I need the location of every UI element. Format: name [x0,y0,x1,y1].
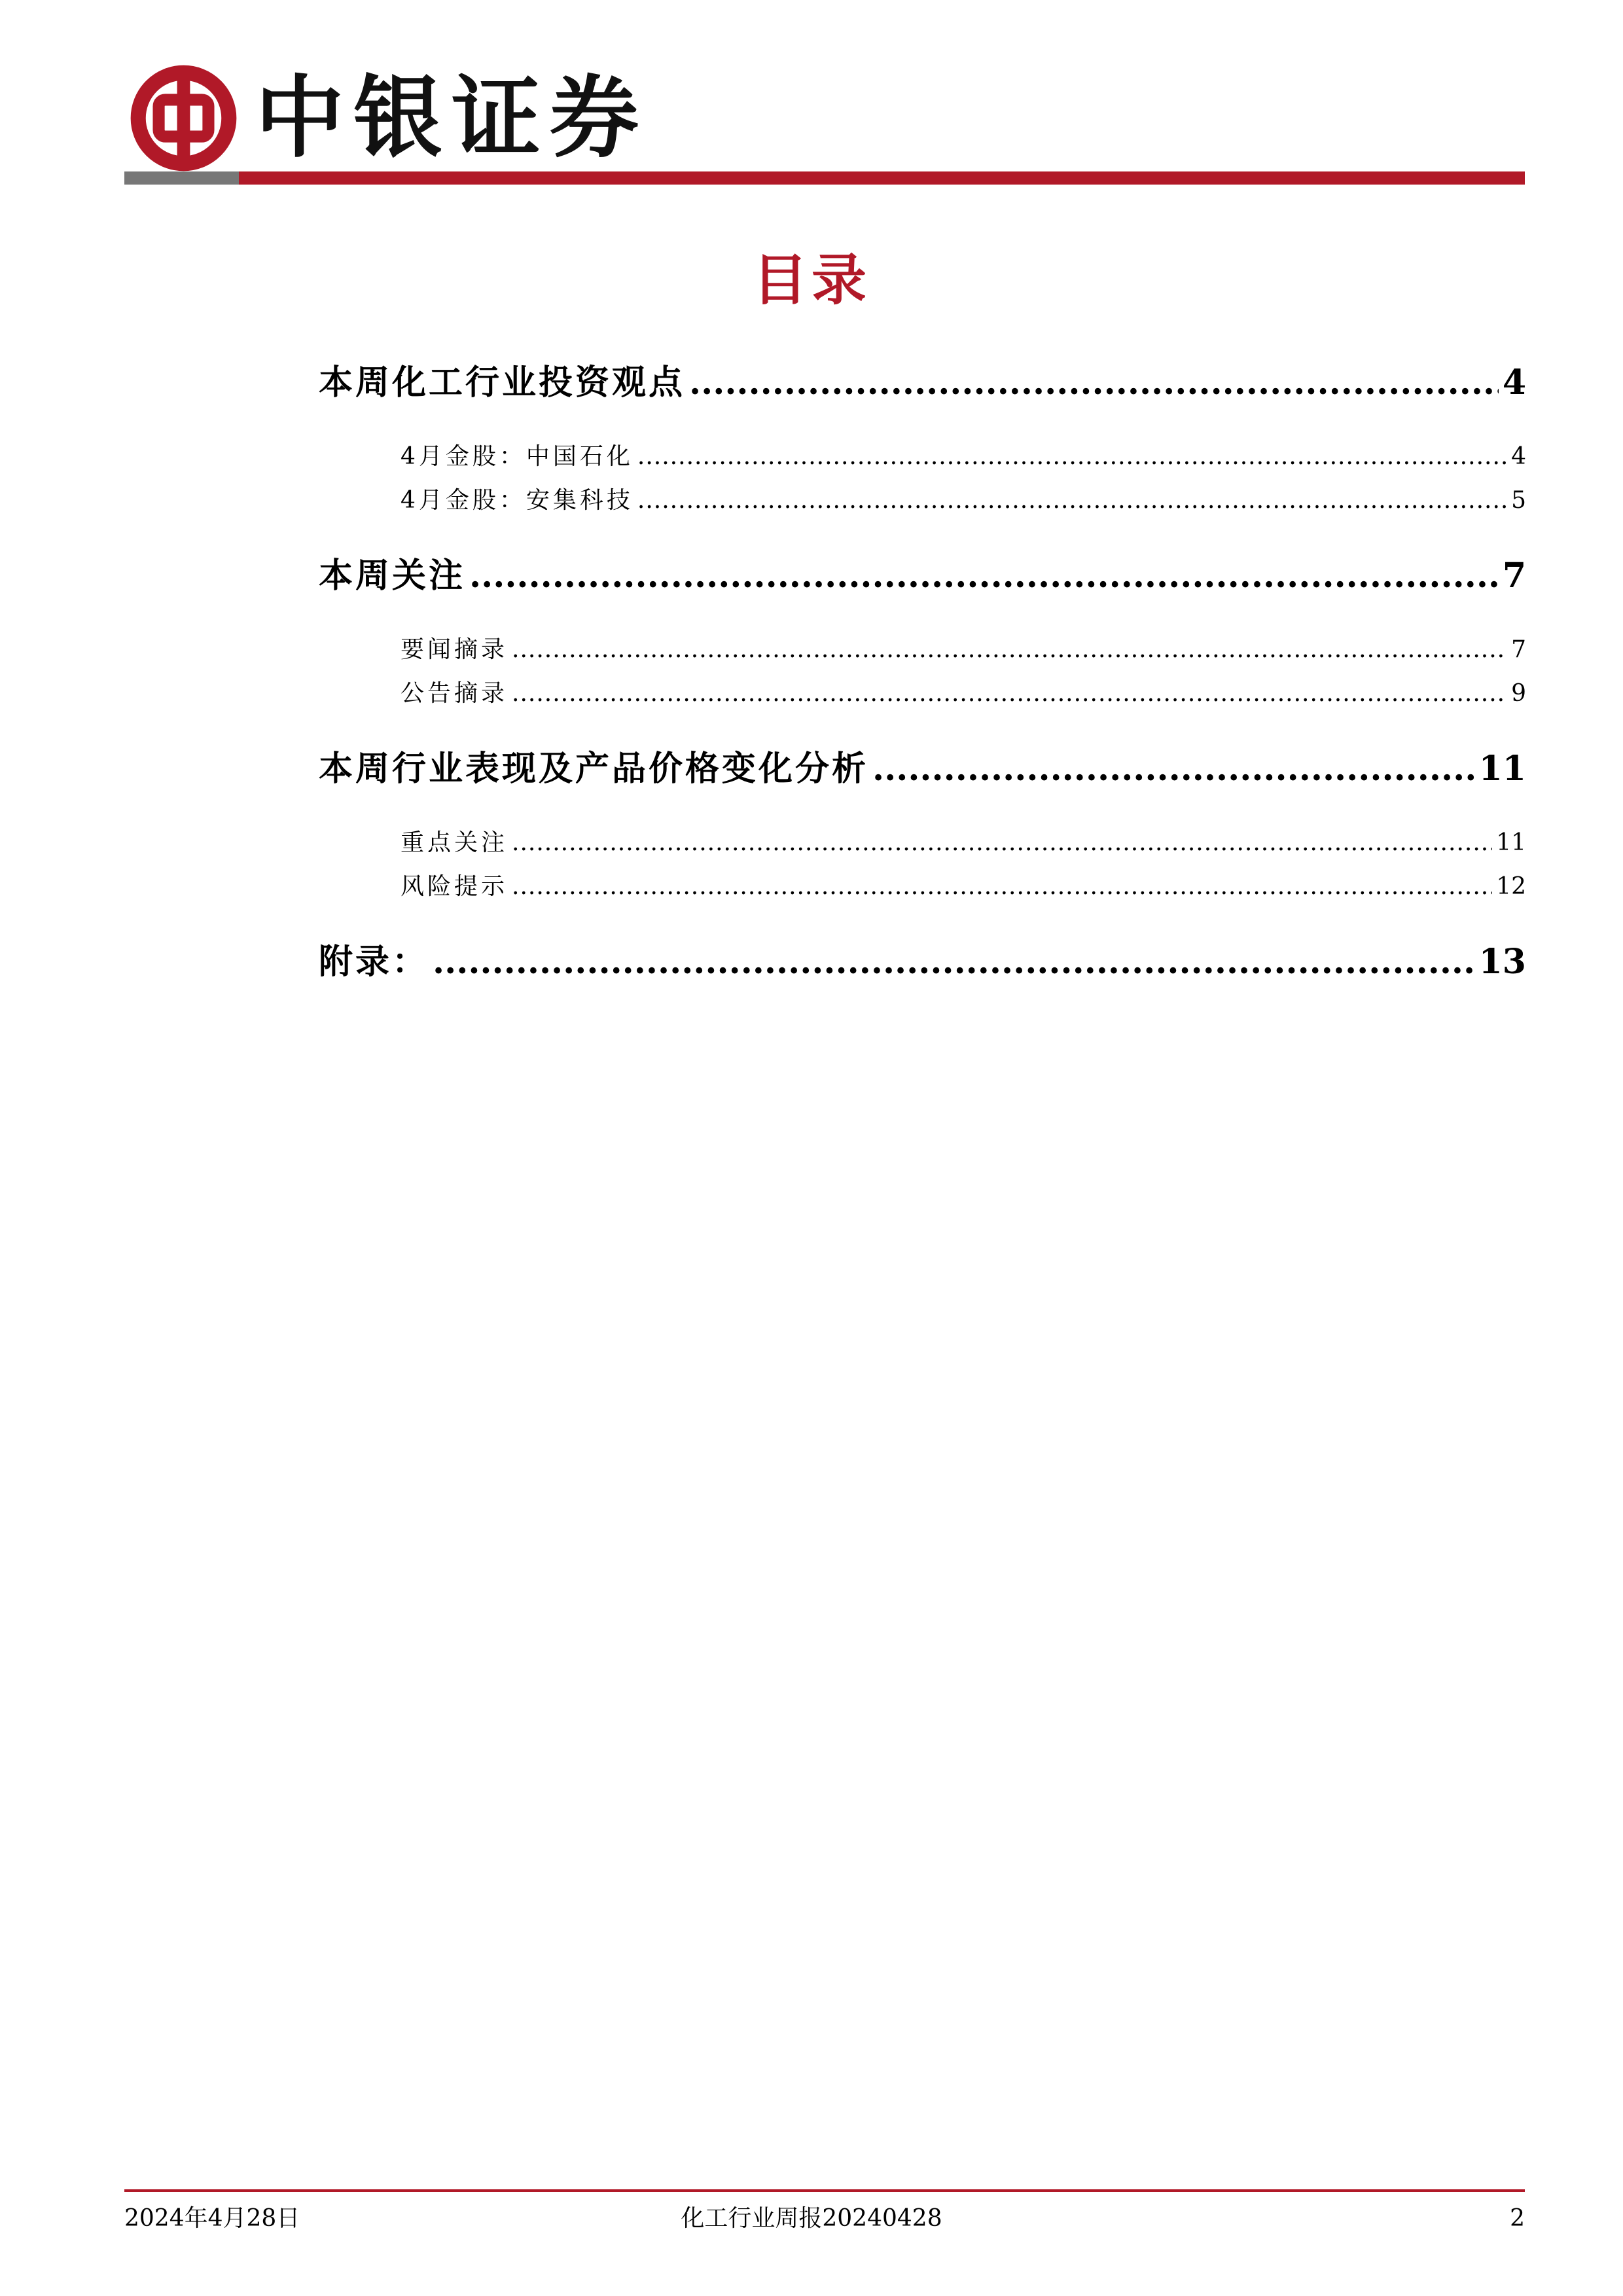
footer-rule [124,2189,1525,2192]
footer-report-title: 化工行业周报20240428 [681,2205,942,2232]
toc-entry-key-focus[interactable] [401,823,1526,863]
brand-name: 中银证券 [255,65,648,170]
toc-leader-dots [469,550,1499,602]
toc-title: 目录 [752,247,870,312]
toc-entry-news-excerpts[interactable] [401,630,1526,670]
toc-entry-title: 4月金股：中国石化 [401,443,633,470]
toc-entry-page: 4 [1502,363,1526,403]
toc-leader-dots [433,936,1475,988]
toc-entry-title: 重点关注 [401,829,508,856]
toc-entry-appendix[interactable] [319,936,1526,988]
toc-leader-dots [872,743,1475,795]
toc-entry-title: 4月金股：安集科技 [401,487,633,514]
toc-entry-title: 本周化工行业投资观点 [319,363,686,403]
toc-entry-title: 公告摘录 [401,680,508,707]
toc-entry-page: 9 [1511,680,1526,707]
toc-entry-page: 5 [1511,487,1526,514]
toc-entry-golden-stock-sinopec[interactable] [401,437,1526,476]
toc-entry-title: 本周行业表现及产品价格变化分析 [319,749,869,789]
toc-leader-dots [512,630,1507,670]
toc-entry-announcement-excerpts[interactable] [401,674,1526,713]
toc-entry-page: 11 [1496,829,1526,856]
toc-entry-page: 13 [1478,942,1526,982]
toc-entry-title: 附录： [319,942,429,982]
brand-logo [124,59,726,180]
header-rule-gray [124,171,239,185]
toc-entry-page: 7 [1511,636,1526,663]
toc-entry-page: 4 [1511,443,1526,470]
toc-entry-industry-performance[interactable] [319,743,1526,795]
toc-entry-weekly-focus[interactable] [319,550,1526,602]
toc-entry-title: 本周关注 [319,556,466,596]
toc-leader-dots [637,437,1507,476]
footer-page-number: 2 [1510,2205,1525,2232]
toc-leader-dots [637,481,1507,520]
toc-entry-risk-warning[interactable] [401,867,1526,906]
toc-leader-dots [512,867,1492,906]
toc-entry-page: 7 [1502,556,1526,596]
header-rule-red [239,171,1525,185]
toc-leader-dots [689,357,1499,409]
toc-entry-title: 要闻摘录 [401,636,508,663]
toc-entry-title: 风险提示 [401,873,508,900]
toc-entry-golden-stock-anji[interactable] [401,481,1526,520]
toc-leader-dots [512,823,1492,863]
bank-of-china-logo-icon [130,64,238,172]
toc-entry-page: 12 [1496,873,1526,900]
toc-leader-dots [512,674,1507,713]
footer-date: 2024年4月28日 [124,2205,300,2232]
toc-entry-investment-view[interactable] [319,357,1526,409]
toc-entry-page: 11 [1478,749,1526,789]
